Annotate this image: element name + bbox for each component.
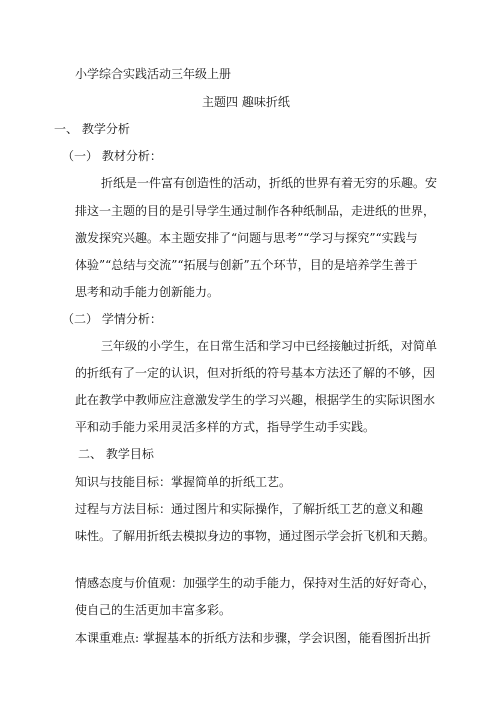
paragraph-line: 排这一主题的目的是引导学生通过制作各种纸制品，走进纸的世界，: [75, 204, 436, 218]
paragraph-line: 折纸是一件富有创造性的活动，折纸的世界有着无穷的乐趣。安: [101, 176, 438, 190]
paragraph-line: 过程与方法目标：通过图片和实际操作，了解折纸工艺的意义和趣: [75, 502, 424, 516]
paragraph-line: 此在教学中教师应注意激发学生的学习兴趣，根据学生的实际识图水: [75, 393, 436, 407]
paragraph-line: 使自己的生活更加丰富多彩。: [75, 603, 232, 617]
paragraph-line: 本课重难点: 掌握基本的折纸方法和步骤，学会识图，能看图折出折: [75, 631, 431, 645]
paragraph-line: 思考和动手能力创新能力。: [75, 285, 220, 299]
paragraph-line: 平和动手能力采用灵活多样的方式，指导学生动手实践。: [75, 420, 376, 434]
paragraph-line: 激发探究兴趣。本主题安排了“问题与思考”“学习与探究”“实践与: [75, 231, 418, 245]
paragraph-line: 的折纸有了一定的认识，但对折纸的符号基本方法还了解的不够，因: [75, 366, 436, 380]
paragraph-line: 情感态度与价值观：加强学生的动手能力，保持对生活的好好奇心，: [75, 576, 436, 590]
paragraph-line: 味性。了解用折纸去模拟身边的事物，通过图示学会折飞机和天鹅。: [75, 529, 436, 543]
paragraph-line: 三年级的小学生，在日常生活和学习中已经接触过折纸，对简单: [101, 339, 438, 353]
section-heading: 二、 教学目标: [78, 447, 154, 461]
subsection-heading: （二） 学情分析：: [62, 312, 162, 326]
section-heading: 一、 教学分析: [54, 122, 130, 136]
document-header: 小学综合实践活动三年级上册: [75, 67, 232, 81]
paragraph-line: 知识与技能目标：掌握简单的折纸工艺。: [75, 475, 292, 489]
paragraph-line: 体验”“总结与交流”“拓展与创新”五个环节，目的是培养学生善于: [75, 258, 418, 272]
page-title: 主题四 趣味折纸: [202, 95, 290, 109]
subsection-heading: （一） 教材分析：: [62, 149, 162, 163]
